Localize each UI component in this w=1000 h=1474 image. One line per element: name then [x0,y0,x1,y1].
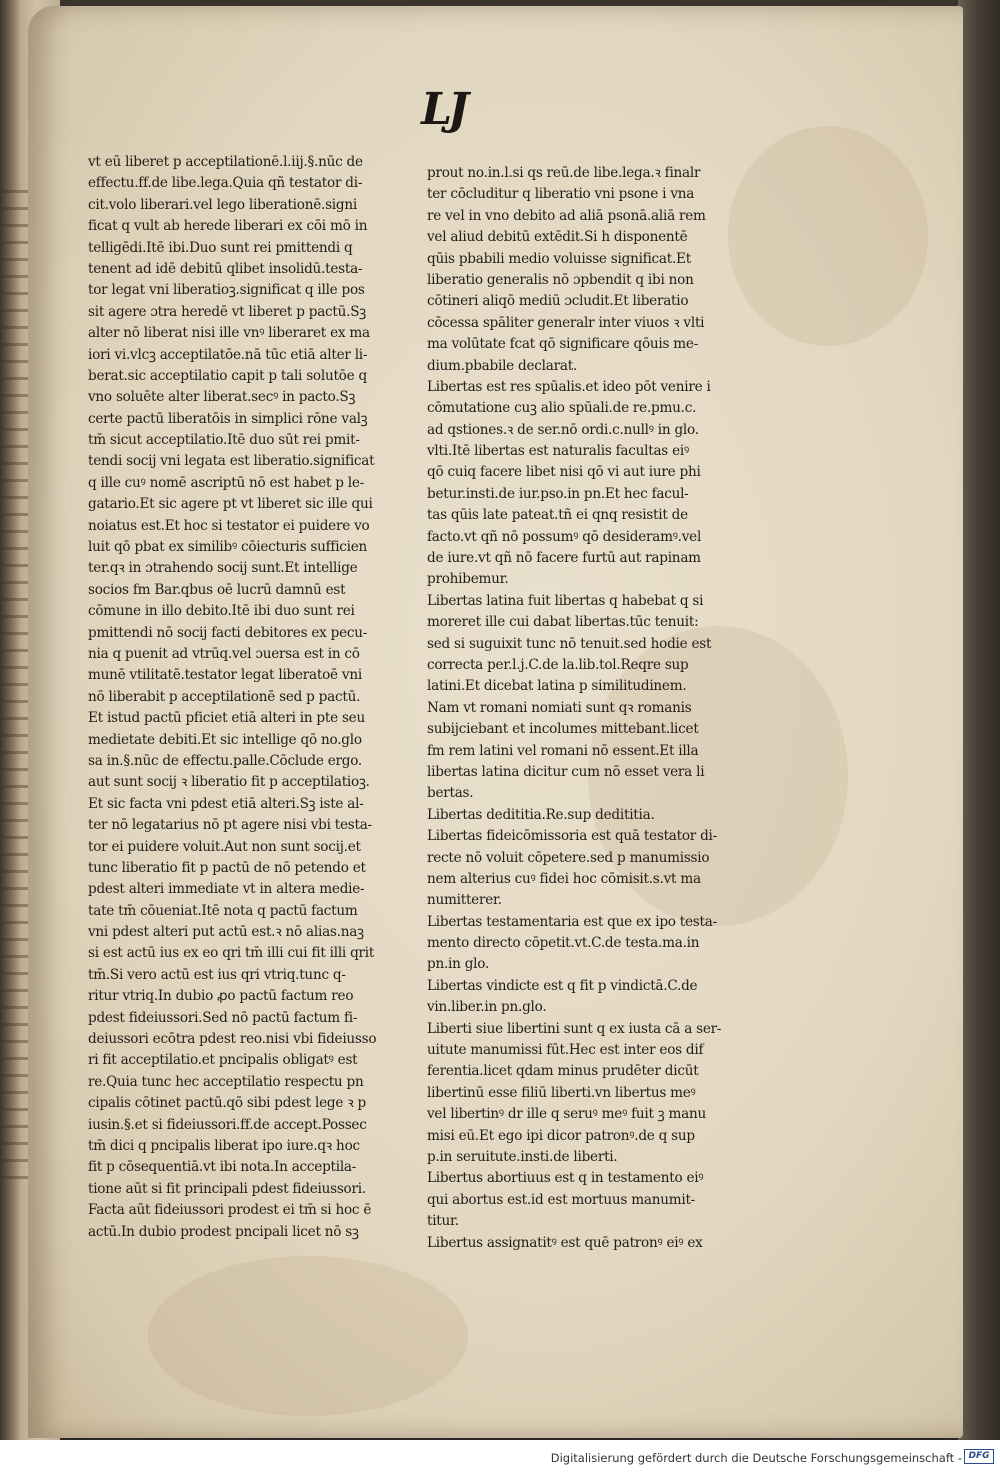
text-line: qūis pbabili medio voluisse significat.Et [427,250,691,267]
text-line: medietate debiti.Et sic intellige qō no.glo [88,731,362,748]
text-line: liberatio generalis nō ɔpbendit q ibi non [427,271,694,288]
text-line: cit.volo liberari.vel lego liberationē.signi [88,196,357,213]
text-line: iusin.§.et si fideiussori.ff.de accept.Possec [88,1116,367,1133]
text-line: Liberti siue libertini sunt q ex iusta cā a ser- [427,1020,722,1037]
text-line: cōcessa spāliter generalr inter viuos ꝛ vlti [427,314,705,331]
text-line: alter nō liberat nisi ille vnꝰ liberaret ex ma [88,325,370,342]
text-line: munē vtilitatē.testator legat liberatoē vni [88,667,362,684]
text-line: cōmutatione cuꝫ alio spūali.de re.pmu.c. [427,400,697,417]
text-line: pdest alteri immediate vt in altera medie- [88,881,365,898]
text-line: moreret ille cui dabat libertas.tūc tenuit: [427,614,699,631]
text-line: socios fm Bar.qbus oē lucrū damnū est [88,581,346,598]
text-line: re vel in vno debito ad aliā psonā.aliā rem [427,207,706,224]
text-line: certe pactū liberatōis in simplici rōne valꝫ [88,410,368,427]
text-column-right [427,163,787,1254]
text-line: ter nō legatarius nō pt agere nisi vbi testa- [88,817,372,834]
text-line: titur. [427,1213,459,1230]
text-line: Libertas latina fuit libertas q habebat q si [427,592,704,609]
text-line: nem alterius cuꝰ fidei hoc cōmisit.s.vt ma [427,870,701,887]
text-line: deiussori ecōtra pdest reo.nisi vbi fideiusso [88,1031,377,1048]
text-line: correcta per.l.j.C.de la.lib.tol.Reqre sup [427,656,689,673]
text-line: ritur vtriq.In dubio ꝓo pactū factum reo [88,988,354,1005]
text-line: betur.insti.de iur.pso.in pn.Et hec facul- [427,485,689,502]
text-line: fit p cōsequentiā.vt ibi nota.In acceptila- [88,1159,357,1176]
text-line: ma volūtate fcat qō significare qōuis me- [427,336,699,353]
text-line: mento directo cōpetit.vt.C.de testa.ma.in [427,935,700,952]
text-line: ad qstiones.ꝛ de ser.nō ordi.c.nullꝰ in glo. [427,421,699,438]
funding-credit: Digitalisierung gefördert durch die Deutsche Forschungsgemeinschaft - [550,1451,962,1465]
text-line: dium.pbabile declarat. [427,357,577,374]
text-line: Nam vt romani nomiati sunt qꝛ romanis [427,699,692,716]
text-line: pmittendi nō socij facti debitores ex pecu- [88,624,368,641]
text-line: sed si suguixit tunc nō tenuit.sed hodie est [427,635,712,652]
text-line: luit qō pbat ex similibꝰ cōiecturis sufficien [88,539,368,556]
text-line: cōmune in illo debito.Itē ibi duo sunt rei [88,603,355,620]
text-line: numitterer. [427,892,502,909]
text-line: noiatus est.Et hoc si testator ei puidere vo [88,517,370,534]
text-line: qō cuiq facere libet nisi qō vi aut iure phi [427,464,701,481]
text-line: Et istud pactū pficiet etiā alteri in pte seu [88,710,365,727]
text-line: Libertus assignatitꝰ est quē patronꝰ eiꝰ ex [427,1234,703,1251]
text-line: cipalis cōtinet pactū.qō sibi pdest lege ꝛ p [88,1095,366,1112]
text-line: Facta aūt fideiussori prodest ei tm̄ si hoc ē [88,1202,372,1219]
text-line: vel libertinꝰ dr ille q seruꝰ meꝰ fuit ꝫ manu [427,1106,707,1123]
text-line: telligēdi.Itē ibi.Duo sunt rei pmittendi q [88,239,353,256]
text-line: nia q puenit ad vtrūq.vel ɔuersa est in cō [88,645,360,662]
text-line: ferentia.licet qdam minus prudēter dicūt [427,1063,699,1080]
text-line: Libertus abortiuus est q in testamento eiꝰ [427,1170,704,1187]
text-line: tunc liberatio fit p pactū de nō petendo et [88,859,366,876]
text-line: tendi socij vni legata est liberatio.significat [88,453,375,470]
text-line: ficat q vult ab herede liberari ex cōi mō in [88,218,368,235]
text-line: ter.qꝛ in ɔtrahendo socij sunt.Et intellige [88,560,358,577]
text-line: facto.vt qñ nō possumꝰ qō desideramꝰ.vel [427,528,702,545]
text-line: q ille cuꝰ nomē ascriptū nō est habet p le- [88,474,365,491]
folio-number: LJ [421,84,465,135]
text-line: prout no.in.l.si qs reū.de libe.lega.ꝛ finalr [427,165,701,181]
text-line: ri fit acceptilatio.et pncipalis obligatꝰ est [88,1052,358,1069]
text-line: ter cōcluditur q liberatio vni psone i vna [427,186,695,203]
text-line: effectu.ff.de libe.lega.Quia qñ testator di- [88,175,363,192]
dfg-logo-icon: DFG [964,1449,994,1464]
book-page-stack-edge [958,0,1000,1474]
text-line: tor ei puidere voluit.Aut non sunt socij.et [88,838,361,855]
text-line: vni pdest alteri put actū est.ꝛ nō alias.naꝫ [88,924,364,941]
text-line: libertas latina dicitur cum nō esset vera li [427,763,705,780]
text-line: misi eū.Et ego ipi dicor patronꝰ.de q sup [427,1127,695,1144]
text-line: Libertas testamentaria est que ex ipo testa- [427,913,717,930]
text-line: recte nō voluit cōpetere.sed p manumissio [427,849,710,866]
text-line: aut sunt socij ꝛ liberatio fit p acceptilatioꝫ. [88,774,370,791]
text-line: pn.in glo. [427,956,490,973]
text-line: prohibemur. [427,571,509,588]
text-line: vt eū liberet p acceptilationē.l.iij.§.nūc de [88,154,363,170]
text-line: iori vi.vlcꝫ acceptilatōe.nā tūc etiā alter li- [88,346,368,363]
text-line: berat.sic acceptilatio capit p tali solutōe q [88,367,367,384]
text-line: libertinū esse filiū liberti.vn libertus meꝰ [427,1084,696,1101]
text-line: vlti.Itē libertas est naturalis facultas eiꝰ [427,443,689,460]
text-line: tm̄.Si vero actū est ius qri vtriq.tunc q- [88,966,346,983]
text-line: cōtineri aliqō mediū ɔcludit.Et liberatio [427,293,689,310]
text-line: Et sic facta vni pdest etiā alteri.Sꝫ iste al- [88,795,364,812]
text-line: tas qūis late pateat.tñ ei qnq resistit de [427,507,688,524]
text-line: de iure.vt qñ nō facere furtū aut rapinam [427,550,701,567]
text-line: si est actū ius ex eo qri tm̄ illi cui fit illi qrit [88,945,375,962]
text-line: p.in seruitute.insti.de liberti. [427,1148,618,1165]
text-line: Libertas est res spūalis.et ideo pōt venire i [427,378,711,395]
text-line: latini.Et dicebat latina p similitudinem. [427,678,687,695]
text-line: tate tm̄ cōueniat.Itē nota q pactū factum [88,902,358,919]
text-line: pdest fideiussori.Sed nō pactū factum fi- [88,1009,358,1026]
text-line: tenent ad idē debitū qlibet insolidū.testa- [88,260,363,277]
text-line: sit agere ɔtra heredē vt liberet p pactū.Sꝫ [88,303,366,320]
text-line: fm rem latini vel romani nō essent.Et illa [427,742,699,759]
text-line: Libertas fideicōmissoria est quā testator di- [427,828,717,845]
text-line: gatario.Et sic agere pt vt liberet sic ille qui [88,496,373,513]
text-line: re.Quia tunc hec acceptilatio respectu pn [88,1073,364,1090]
text-line: tione aūt si fit principali pdest fideiussori. [88,1180,366,1197]
text-line: Libertas vindicte est q fit p vindictā.C.de [427,977,698,994]
text-line: vel aliud debitū extēdit.Si h disponentē [427,229,688,246]
text-line: sa in.§.nūc de effectu.palle.Cōclude ergo. [88,752,363,769]
text-line: tm̄ sicut acceptilatio.Itē duo sūt rei pmit- [88,432,360,449]
text-line: tor legat vni liberatioꝫ.significat q ille pos [88,282,365,299]
text-column-left [88,152,428,1243]
footer-bar [0,1440,1000,1474]
text-line: vno soluēte alter liberat.secꝰ in pacto.Sꝫ [88,389,356,406]
text-line: vin.liber.in pn.glo. [427,999,547,1016]
text-line: tm̄ dici q pncipalis liberat ipo iure.qꝛ hoc [88,1137,360,1154]
text-line: qui abortus est.id est mortuus manumit- [427,1191,695,1208]
text-line: uitute manumissi fūt.Hec est inter eos dif [427,1042,704,1059]
text-line: subijciebant et incolumes mittebant.licet [427,721,699,738]
text-line: Libertas dedititia.Re.sup dedititia. [427,806,655,823]
text-line: nō liberabit p acceptilationē sed p pactū. [88,688,361,705]
paper-stain [148,1256,468,1416]
text-line: actū.In dubio prodest pncipali licet nō sꝫ [88,1223,359,1240]
text-line: bertas. [427,785,474,802]
